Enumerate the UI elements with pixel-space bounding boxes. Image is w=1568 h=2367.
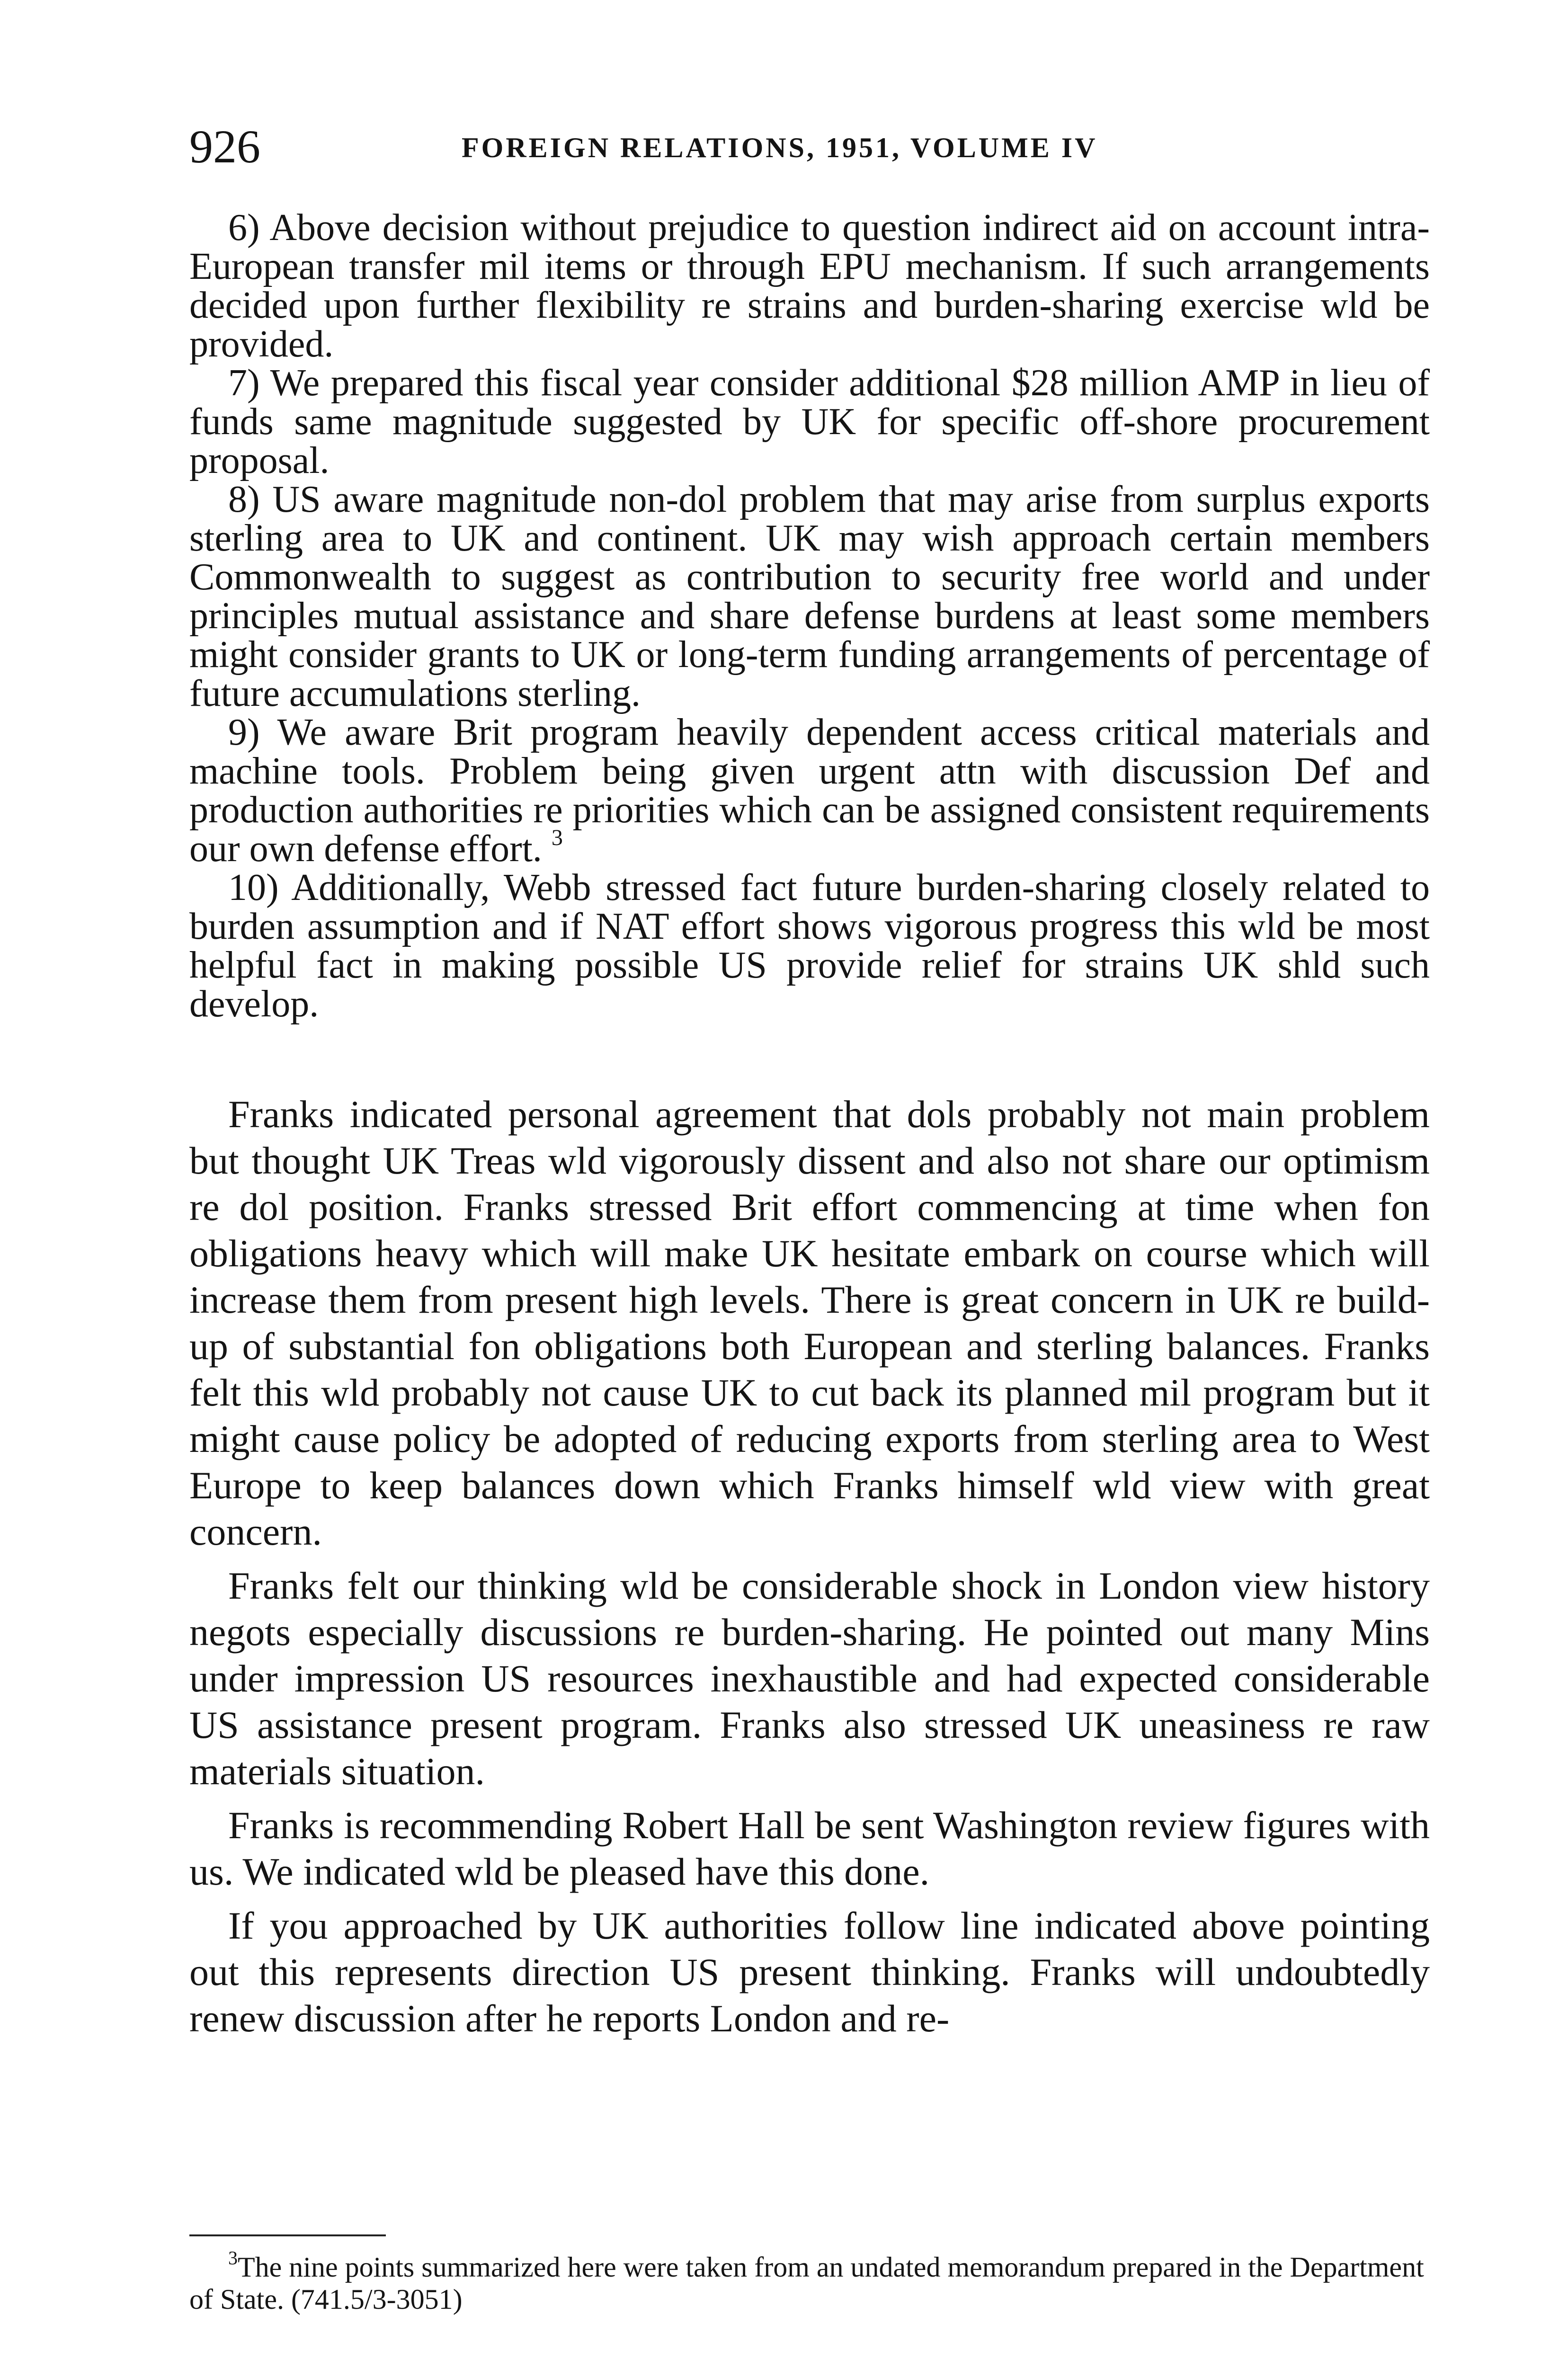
page-number: 926 [189,120,260,173]
point-text: 9) We aware Brit program heavily dependent access critical materials and machine tools. Problem being given urgent attn with discussion Def and production authorities re priorities which can be assigned consistent requirements our own defense effort. [189,712,1430,870]
numbered-points [189,208,1430,1023]
page-header [189,118,1430,175]
point-9 [189,713,1430,868]
running-head: FOREIGN RELATIONS, 1951, VOLUME IV [462,132,1098,163]
footnote-divider [189,2234,386,2236]
point-10 [189,868,1430,1023]
paragraph: Franks felt our thinking wld be considerable shock in London view history negots especially discussions re burden-sharing. He pointed out many Mins under impression US resources inexhaustible and had expected considerable US assistance present program. Franks also stressed UK uneasiness re raw materials situation. [189,1564,1430,1793]
point-6 [189,208,1430,364]
point-text: 10) Additionally, Webb stressed fact future burden-sharing closely related to burden assumption and if NAT effort shows vigorous progress this wld be most helpful fact in making possible US provide relief for strains UK shld such develop. [189,867,1430,1025]
point-text: 6) Above decision without prejudice to question indirect aid on account intra-European transfer mil items or through EPU mechanism. If such arrangements decided upon further flexibility re strains and burden-sharing exercise wld be provided. [189,207,1430,365]
body-text [189,1091,1430,2049]
paragraph: Franks is recommending Robert Hall be sent Washington review figures with us. We indicated wld be pleased have this done. [189,1804,1430,1893]
paragraph: If you approached by UK authorities follow line indicated above pointing out this represents direction US present thinking. Franks will undoubtedly renew discussion after he reports London and re- [189,1904,1430,2040]
paragraph: Franks indicated personal agreement that dols probably not main problem but thought UK Treas wld vigorously dissent and also not share our optimism re dol position. Franks stressed Brit effort commencing at time when fon obligations heavy which will make UK hesitate embark on course which will increase them from present high levels. There is great concern in UK re build-up of substantial fon obligations both European and sterling balances. Franks felt this wld probably not cause UK to cut back its planned mil program but it might cause policy be adopted of reducing exports from sterling area to West Europe to keep balances down which Franks himself wld view with great concern. [189,1093,1430,1553]
footnote-text: The nine points summarized here were taken from an undated memorandum prepared in the Department of State. (741.5/3-3051) [189,2251,1424,2315]
footnote [189,2247,1430,2315]
point-8 [189,480,1430,713]
point-text: 8) US aware magnitude non-dol problem that may arise from surplus exports sterling area to UK and continent. UK may wish approach certain members Commonwealth to suggest as contribution to security free world and under principles mutual assistance and share defense burdens at least some members might consider grants to UK or long-term funding arrangements of percentage of future accumulations sterling. [189,479,1430,714]
point-text: 7) We prepared this fiscal year consider additional $28 million AMP in lieu of funds same magnitude suggested by UK for specific off-shore procurement proposal. [189,362,1430,481]
footnote-reference: 3 [551,825,563,850]
point-7 [189,364,1430,480]
footnote-marker: 3 [228,2247,238,2269]
